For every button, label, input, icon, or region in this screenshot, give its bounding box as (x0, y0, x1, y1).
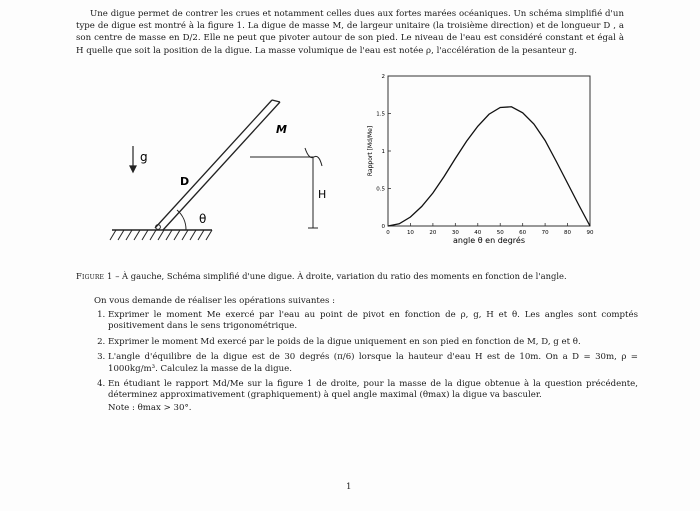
page-number: 1 (346, 482, 352, 492)
task-item (108, 379, 638, 414)
x-tick-label: 90 (586, 230, 594, 236)
task-text: En étudiant le rapport Md/Me sur la figure 1 de droite, pour la masse de la digue obtenue à la question précédente, déterminez approximativement (graphiquement) à quel angle maximal (θmax) la digue va basculer. (108, 379, 638, 401)
y-tick-label: 2 (381, 74, 385, 80)
task-item: 2. Exprimer le moment Md exercé par le poids de la digue uniquement en son pied en fonction de M, D, g et θ. (108, 337, 638, 348)
label-m: M (276, 123, 287, 136)
ratio-chart (360, 68, 610, 248)
x-tick-label: 80 (564, 230, 572, 236)
task-note: Note : θmax > 30°. (108, 402, 192, 413)
gravity-arrow (130, 146, 136, 172)
figure-caption (76, 271, 567, 281)
dike-body (155, 100, 280, 230)
y-tick-label: 0.5 (376, 186, 385, 193)
task-item: 1. Exprimer le moment Me exercé par l'eau au point de pivot en fonction de ρ, g, H et θ. Les angles sont comptés positivement dans le sens trigonométrique. (108, 310, 638, 333)
x-tick-label: 70 (541, 230, 549, 236)
task-list (94, 310, 638, 418)
y-tick-label: 1.5 (376, 111, 385, 118)
label-g: g (140, 150, 148, 164)
x-tick-label: 60 (519, 230, 527, 236)
x-tick-label: 20 (429, 230, 437, 236)
y-tick-label: 0 (381, 224, 385, 230)
label-d: D (180, 175, 190, 188)
x-axis-label: angle θ en degrés (453, 236, 525, 245)
theta-label: θ (199, 212, 207, 226)
task-item: 3. L'angle d'équilibre de la digue est de 30 degrés (π/6) lorsque la hauteur d'eau H est de 10m. On a D = 30m, ρ = 1000kg/m³. Calculez la masse de la digue. (108, 352, 638, 375)
dike-schematic (100, 88, 340, 248)
x-tick-label: 50 (496, 230, 504, 236)
chart-frame (388, 76, 590, 226)
x-tick-label: 30 (451, 230, 459, 236)
x-tick-label: 40 (474, 230, 482, 236)
x-tick-label: 0 (386, 230, 390, 236)
ratio-curve (388, 107, 590, 226)
x-tick-label: 10 (406, 230, 414, 236)
label-h: H (318, 188, 327, 201)
tasks-intro: On vous demande de réaliser les opérations suivantes : (94, 296, 336, 306)
y-axis-label: Rapport [Md/Me] (367, 125, 374, 177)
y-tick-label: 1 (381, 149, 385, 155)
caption-text: – À gauche, Schéma simplifié d'une digue. À droite, variation du ratio des moments en fonction de l'angle. (112, 271, 567, 281)
ground-hatching (110, 230, 212, 240)
figure-label: Figure 1 (76, 271, 113, 281)
intro-paragraph: Une digue permet de contrer les crues et notamment celles dues aux fortes marées océaniques. Un schéma simplifié d'un type de digue est montré à la figure 1. La digue de masse M, de largeur unitaire (la troisième direction) et de longueur D , a son centre de masse en D/2. Elle ne peut que pivoter autour de son pied. Le niveau de l'eau est considéré constant et égal à H quelle que soit la position de la digue. La masse volumique de l'eau est notée ρ, l'accélération de la pesanteur g. (76, 9, 624, 56)
